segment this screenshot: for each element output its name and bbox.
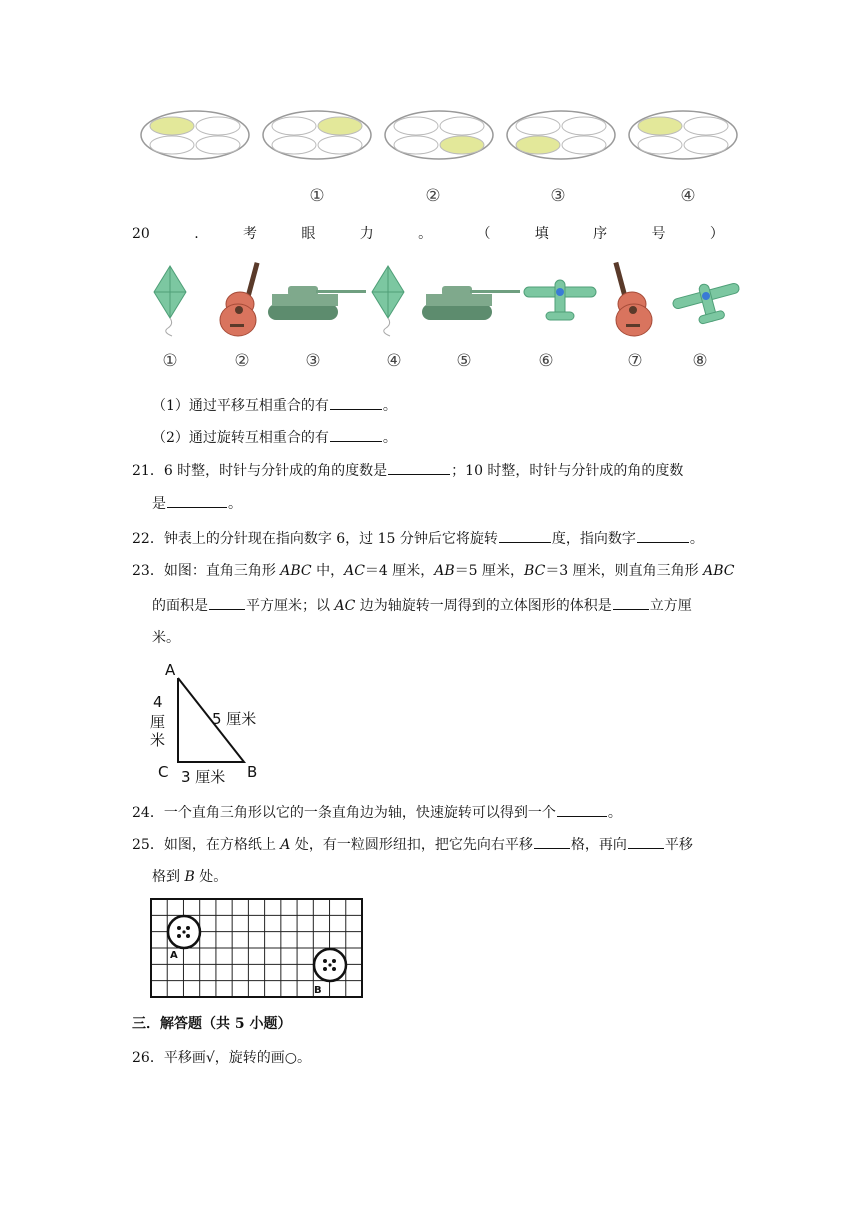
item-label-2: ② <box>234 351 250 371</box>
q22-text-b: 度，指向数字 <box>551 531 636 547</box>
oval-label-1: ① <box>309 186 325 206</box>
q22-line <box>132 528 704 549</box>
answer-blank[interactable] <box>628 834 664 849</box>
item-label-1: ① <box>162 351 178 371</box>
q20-char: . <box>194 226 199 242</box>
q23-t2: 中， <box>311 563 345 579</box>
side-ac-unit-2: 米 <box>150 731 166 749</box>
side-ac-number: 4 <box>153 693 163 711</box>
q20-char: 号 <box>651 226 666 242</box>
oval-label-4: ④ <box>680 186 696 206</box>
oval-group-4 <box>629 111 737 159</box>
q23-var: AB <box>434 563 455 579</box>
oval-group-1 <box>263 111 371 159</box>
q21-text-a: 21．6 时整，时针与分针成的角的度数是 <box>132 463 388 479</box>
button-grid <box>150 898 364 1000</box>
oval-label-3: ③ <box>550 186 566 206</box>
answer-blank[interactable] <box>499 528 551 543</box>
q20-char: （ <box>476 226 491 242</box>
q21-text-d: 。 <box>228 496 242 512</box>
q23-line2 <box>152 595 692 616</box>
item-label-4: ④ <box>386 351 402 371</box>
q25-t1: 25．如图，在方格纸上 <box>132 837 281 853</box>
grid-label-a: A <box>170 950 178 961</box>
q23-line3 <box>152 628 180 648</box>
item-label-3: ③ <box>305 351 321 371</box>
q20-heading <box>132 224 724 244</box>
answer-blank[interactable] <box>613 595 649 610</box>
q20-sub1 <box>152 395 397 416</box>
q20-char: 填 <box>534 226 549 242</box>
answer-blank[interactable] <box>557 802 607 817</box>
vertex-a: A <box>165 661 176 679</box>
ovals-figure <box>140 108 760 168</box>
q20-sub2 <box>152 427 397 448</box>
answer-blank[interactable] <box>534 834 570 849</box>
q21-line1 <box>132 460 683 481</box>
q23-var: BC <box>524 563 546 579</box>
plane-icon <box>670 276 746 330</box>
answer-blank[interactable] <box>167 493 227 508</box>
oval-group-2 <box>385 111 493 159</box>
q25-var: B <box>184 869 195 885</box>
q20-sub2-end: 。 <box>382 430 397 446</box>
q25-t3: 格，再向 <box>570 837 627 853</box>
q21-text-b: ；10 时整，时针与分针成的角的度数 <box>451 463 684 479</box>
side-ab-label: 5 厘米 <box>212 710 257 728</box>
answer-blank[interactable] <box>388 460 450 475</box>
q23-var: ABC <box>703 563 735 579</box>
item-label-6: ⑥ <box>538 351 554 371</box>
q24-line <box>132 802 622 823</box>
q24-text-a: 24．一个直角三角形以它的一条直角边为轴，快速旋转可以得到一个 <box>132 805 556 821</box>
button-b <box>314 949 346 981</box>
guitar-icon <box>220 262 260 336</box>
q23-t3: ＝4 厘米， <box>364 563 435 579</box>
q23-t4: ＝5 厘米， <box>454 563 525 579</box>
q20-char: 力 <box>359 226 374 242</box>
q20-char: ） <box>709 226 724 242</box>
q23-t5: ＝3 厘米，则直角三角形 <box>545 563 704 579</box>
oval-group-0 <box>141 111 249 159</box>
q23-var: ABC <box>280 563 312 579</box>
section3-title: 三．解答题（共 5 小题） <box>132 1016 292 1032</box>
q24-text-b: 。 <box>607 805 622 821</box>
tank-icon <box>268 286 366 320</box>
answer-blank[interactable] <box>330 395 382 410</box>
vertex-b: B <box>247 763 258 781</box>
q26-line: 26．平移画√，旋转的画○。 <box>132 1050 311 1066</box>
q23-t1: 23．如图：直角三角形 <box>132 563 281 579</box>
q23-t7: 平方厘米；以 <box>246 598 335 614</box>
item-label-5: ⑤ <box>456 351 472 371</box>
q22-text-c: 。 <box>689 531 704 547</box>
q25-t6: 处。 <box>194 869 228 885</box>
answer-blank[interactable] <box>209 595 245 610</box>
q20-char: 眼 <box>301 226 316 242</box>
q25-var: A <box>280 837 291 853</box>
q20-pictures <box>140 256 750 342</box>
tank-icon <box>422 286 520 320</box>
answer-blank[interactable] <box>637 528 689 543</box>
item-label-8: ⑧ <box>692 351 708 371</box>
q20-char: 考 <box>243 226 257 242</box>
q20-char: 20 <box>132 226 150 242</box>
guitar-icon <box>613 262 652 336</box>
item-label-7: ⑦ <box>627 351 643 371</box>
kite-icon <box>154 266 186 336</box>
q23-t10: 米。 <box>152 630 180 646</box>
q25-t5: 格到 <box>152 869 185 885</box>
grid-label-b: B <box>314 985 322 996</box>
side-ac-unit-1: 厘 <box>150 713 166 731</box>
q25-t2: 处，有一粒圆形纽扣，把它先向右平移 <box>290 837 533 853</box>
q21-text-c: 是 <box>152 496 166 512</box>
button-a <box>168 916 200 948</box>
q23-line1 <box>132 561 735 581</box>
q22-text-a: 22．钟表上的分针现在指向数字 6，过 15 分钟后它将旋转 <box>132 531 498 547</box>
q20-sub1-end: 。 <box>382 398 397 414</box>
q20-sub2-text: （2）通过旋转互相重合的有 <box>152 430 329 446</box>
vertex-c: C <box>158 763 169 781</box>
q23-t9: 立方厘 <box>649 598 692 614</box>
answer-blank[interactable] <box>330 427 382 442</box>
q23-var: AC <box>334 598 356 614</box>
side-bc-label: 3 厘米 <box>181 768 226 786</box>
q20-char: 。 <box>418 226 433 242</box>
plane-icon <box>524 280 596 320</box>
oval-group-3 <box>507 111 615 159</box>
kite-icon <box>372 266 404 336</box>
oval-label-2: ② <box>425 186 441 206</box>
q25-line2 <box>152 867 227 887</box>
q25-line1 <box>132 834 693 855</box>
q20-sub1-text: （1）通过平移互相重合的有 <box>152 398 329 414</box>
q23-var: AC <box>344 563 365 579</box>
q23-t6: 的面积是 <box>152 598 208 614</box>
q23-t8: 边为轴旋转一周得到的立体图形的体积是 <box>355 598 612 614</box>
q20-char: 序 <box>593 226 608 242</box>
q21-line2 <box>152 493 242 514</box>
q25-t4: 平移 <box>664 837 693 853</box>
